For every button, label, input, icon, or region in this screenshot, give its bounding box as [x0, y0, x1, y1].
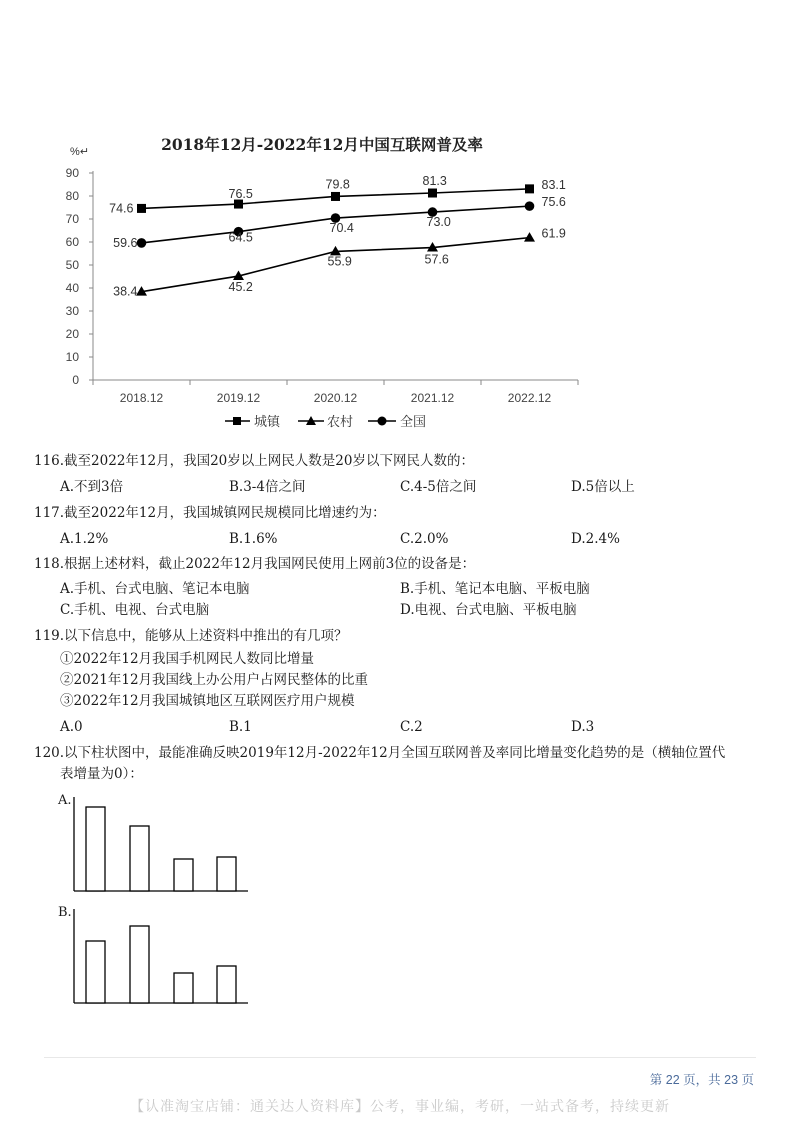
y-tick-label: 50 — [65, 258, 79, 272]
data-label: 76.5 — [228, 187, 253, 202]
q117-option-b[interactable]: B.1.6% — [229, 531, 278, 547]
y-tick-label: 10 — [65, 350, 79, 364]
q118-option-a[interactable]: A.手机、台式电脑、笔记本电脑 — [60, 581, 250, 597]
y-tick-label: 0 — [72, 373, 79, 387]
legend-item-rural — [298, 414, 353, 429]
question-120: 120.以下柱状图中，最能准确反映2019年12月-2022年12月全国互联网普及率同比增量变化趋势的是（横轴位置代 — [34, 745, 726, 761]
data-label: 57.6 — [424, 252, 449, 267]
q116-option-c[interactable]: C.4-5倍之间 — [400, 479, 477, 495]
q120-a-bar-4 — [217, 857, 236, 891]
question-116: 116.截至2022年12月，我国20岁以上网民人数是20岁以下网民人数的： — [34, 453, 474, 469]
data-label: 45.2 — [228, 280, 253, 295]
x-tick-label: 2018.12 — [119, 391, 164, 405]
svg-text:城镇: 城镇 — [254, 414, 281, 429]
data-label: 73.0 — [426, 215, 451, 230]
q120-b-bar-1 — [86, 941, 105, 1003]
q118-option-b[interactable]: B.手机、笔记本电脑、平板电脑 — [400, 581, 590, 597]
svg-text:全国: 全国 — [400, 414, 427, 429]
question-117: 117.截至2022年12月，我国城镇网民规模同比增速约为： — [34, 505, 386, 521]
q119-option-a[interactable]: A.0 — [60, 719, 83, 735]
q119-item-2: ②2021年12月我国线上办公用户占网民整体的比重 — [60, 672, 369, 688]
series-城镇 — [109, 174, 566, 215]
data-point-triangle — [524, 232, 535, 242]
data-label: 70.4 — [329, 221, 354, 236]
y-tick-label: 70 — [65, 212, 79, 226]
q116-option-b[interactable]: B.3-4倍之间 — [229, 479, 306, 495]
x-tick-label: 2020.12 — [313, 391, 358, 405]
question-118: 118.根据上述材料，截止2022年12月我国网民使用上网前3位的设备是： — [34, 556, 476, 572]
data-label: 38.4 — [113, 284, 138, 299]
internet-penetration-chart — [0, 0, 800, 440]
legend-item-urban — [225, 414, 281, 429]
y-tick-label: 20 — [65, 327, 79, 341]
page-number: 第 22 页，共 23 页 — [649, 1073, 754, 1087]
series-全国 — [113, 195, 566, 250]
y-axis-unit: %↵ — [70, 146, 89, 158]
q120-a-bar-2 — [130, 826, 149, 891]
q117-option-a[interactable]: A.1.2% — [60, 531, 109, 547]
q120-option-b-chart[interactable] — [60, 907, 260, 1007]
q120-option-a-chart[interactable] — [60, 795, 260, 895]
q117-option-c[interactable]: C.2.0% — [400, 531, 449, 547]
data-label: 55.9 — [327, 254, 352, 269]
data-point-circle — [525, 201, 535, 211]
q120-b-bar-4 — [217, 966, 236, 1003]
x-tick-label: 2022.12 — [507, 391, 552, 405]
q120-option-a-label[interactable]: A. — [58, 793, 72, 808]
watermark-text: 【认准淘宝店铺：通关达人资料库】公考，事业编，考研，一站式备考，持续更新 — [130, 1099, 670, 1115]
q118-option-d[interactable]: D.电视、台式电脑、平板电脑 — [400, 602, 577, 618]
y-tick-label: 60 — [65, 235, 79, 249]
data-point-square — [137, 204, 146, 213]
data-point-square — [428, 189, 437, 198]
q120-option-b-label[interactable]: B. — [58, 905, 72, 920]
q120-a-bar-1 — [86, 807, 105, 891]
chart-legend — [225, 414, 426, 429]
y-axis — [66, 166, 93, 387]
y-tick-label: 80 — [65, 189, 79, 203]
q119-option-d[interactable]: D.3 — [571, 719, 595, 735]
y-tick-label: 40 — [65, 281, 79, 295]
svg-text:农村: 农村 — [327, 414, 354, 429]
legend-item-national — [368, 414, 426, 429]
chart-series — [109, 174, 566, 299]
q119-item-3: ③2022年12月我国城镇地区互联网医疗用户规模 — [60, 693, 355, 709]
question-119: 119.以下信息中，能够从上述资料中推出的有几项？ — [34, 628, 348, 644]
q117-option-d[interactable]: D.2.4% — [571, 531, 620, 547]
data-point-square — [331, 192, 340, 201]
data-label: 81.3 — [422, 174, 447, 189]
q119-option-b[interactable]: B.1 — [229, 719, 252, 735]
q116-option-a[interactable]: A.不到3倍 — [60, 479, 124, 495]
x-tick-label: 2021.12 — [410, 391, 455, 405]
q120-a-bar-3 — [174, 859, 193, 891]
q119-option-c[interactable]: C.2 — [400, 719, 423, 735]
chart-title: 2018年12月-2022年12月中国互联网普及率 — [161, 135, 483, 154]
q119-item-1: ①2022年12月我国手机网民人数同比增量 — [60, 651, 315, 667]
data-label: 61.9 — [541, 226, 566, 241]
data-label: 74.6 — [109, 201, 134, 216]
x-tick-label: 2019.12 — [216, 391, 261, 405]
question-120-cont: 表增量为0）： — [60, 766, 143, 782]
footer-divider — [44, 1057, 756, 1058]
q116-option-d[interactable]: D.5倍以上 — [571, 479, 635, 495]
data-label: 59.6 — [113, 235, 138, 250]
data-label: 75.6 — [541, 195, 566, 210]
data-label: 64.5 — [228, 230, 253, 245]
data-label: 79.8 — [325, 177, 350, 192]
x-axis — [93, 380, 578, 405]
y-tick-label: 30 — [65, 304, 79, 318]
data-point-square — [525, 184, 534, 193]
q118-option-c[interactable]: C.手机、电视、台式电脑 — [60, 602, 210, 618]
data-label: 83.1 — [541, 177, 566, 192]
data-point-circle — [137, 238, 147, 248]
q120-b-bar-3 — [174, 973, 193, 1003]
q120-b-bar-2 — [130, 926, 149, 1003]
series-农村 — [113, 227, 566, 299]
y-tick-label: 90 — [65, 166, 79, 180]
